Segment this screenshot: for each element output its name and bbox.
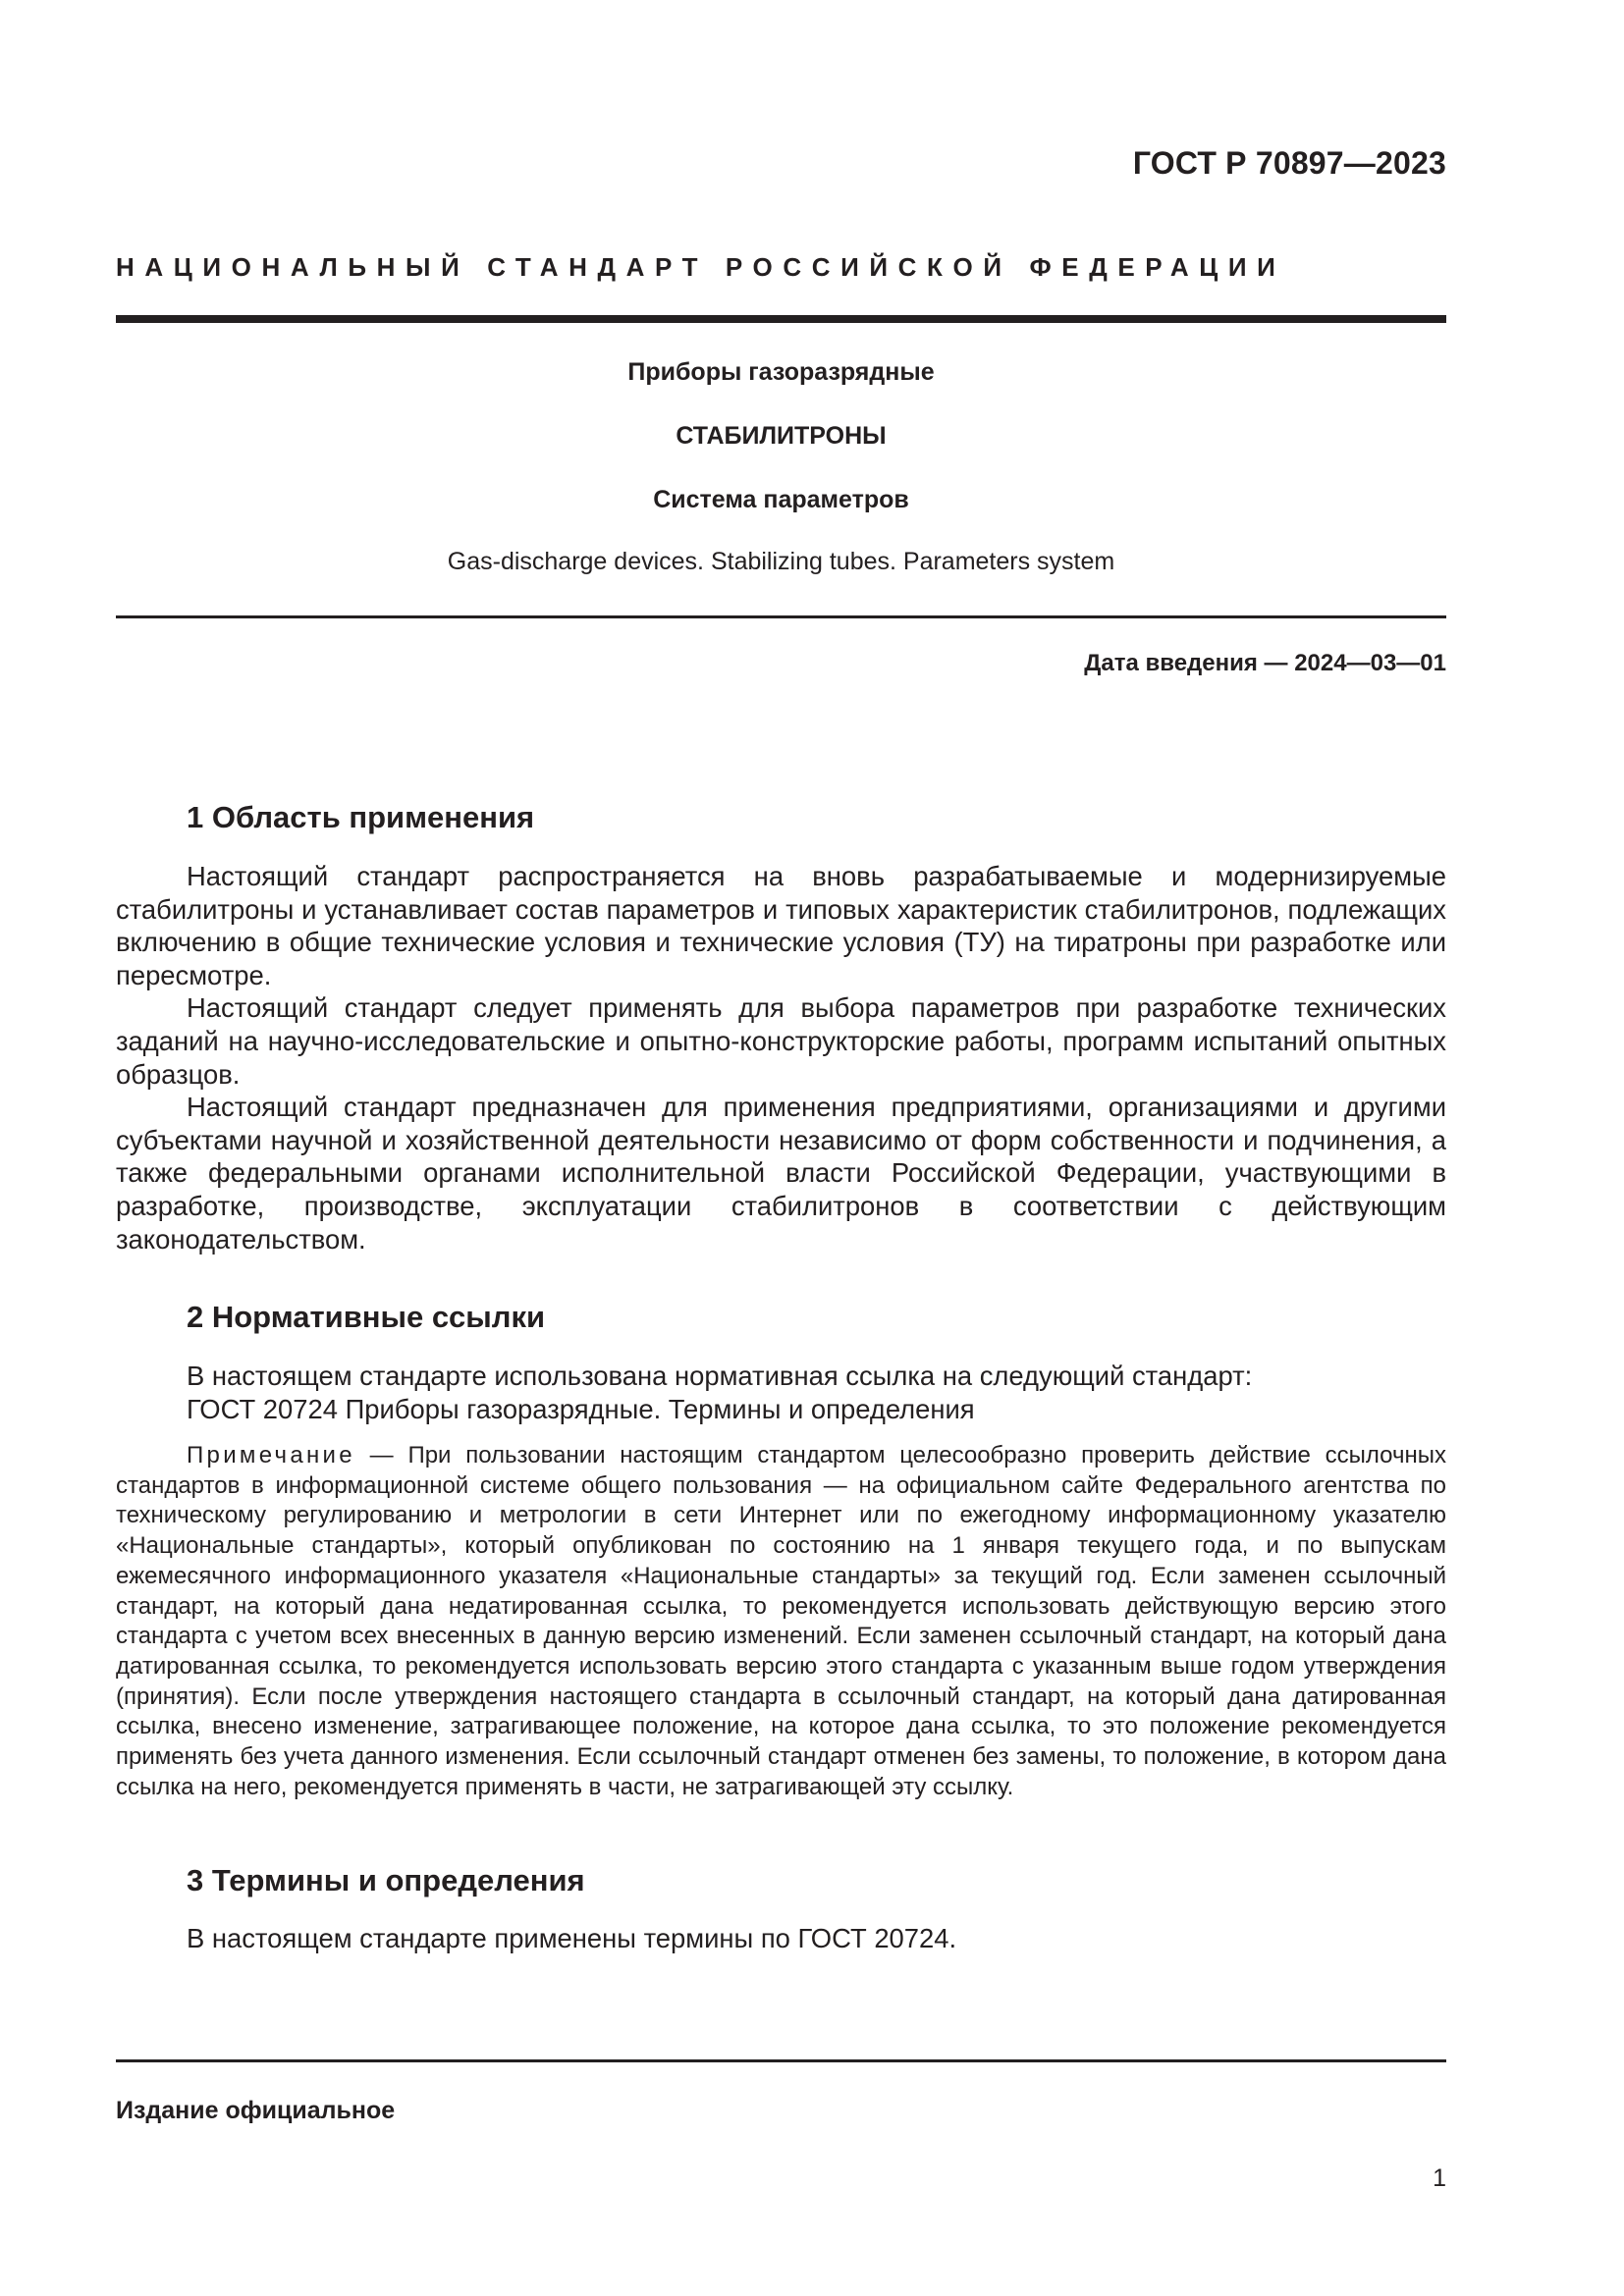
normative-reference: ГОСТ 20724 Приборы газоразрядные. Термины и определения: [187, 1394, 975, 1424]
section-3-heading: 3 Термины и определения: [187, 1863, 585, 1897]
section-3-paragraph-1: В настоящем стандарте применены термины по ГОСТ 20724.: [187, 1923, 957, 1953]
section-2-heading: 2 Нормативные ссылки: [187, 1300, 546, 1334]
title-line-3: Система параметров: [653, 486, 909, 513]
introduction-date: Дата введения — 2024—03—01: [1084, 650, 1446, 676]
note-text: — При пользовании настоящим стандартом целесообразно проверить действие ссылочных стандартов в информационной системе общего пользования — на официальном сайте Федерального агентства по техническому регулированию и метрологии в сети Интернет или по ежегодному информационному указателю «Национальные стандарты», который опубликован по состоянию на 1 января текущего года, и по выпускам ежемесячного информационного указателя «Национальные стандарты» за текущий год. Если заменен ссылочный стандарт, на который дана недатированная ссылка, то рекомендуется использовать действующую версию этого стандарта с учетом всех внесенных в данную версию изменений. Если заменен ссылочный стандарт, на который дана датированная ссылка, то рекомендуется использовать версию этого стандарта с указанным выше годом утверждения (принятия). Если после утверждения настоящего стандарта в ссылочный стандарт, на который дана датированная ссылка, внесено изменение, затрагивающее положение, на которое дана ссылка, то это положение рекомендуется применять без учета данного изменения. Если ссылочный стандарт отменен без замены, то положение, в котором дана ссылка на него, рекомендуется применять в части, не затрагивающей эту ссылку.: [116, 1442, 1446, 1800]
section-1-paragraph-1: Настоящий стандарт распространяется на вновь разрабатываемые и модернизируемые стабилитроны и устанавливает состав параметров и типовых характеристик стабилитронов, подлежащих включению в общие технические условия и технические условия (ТУ) на тиратроны при разработке или пересмотре.: [116, 861, 1446, 990]
title-line-2: СТАБИЛИТРОНЫ: [676, 422, 887, 450]
section-1-paragraph-3: Настоящий стандарт предназначен для применения предприятиями, организациями и другими субъектами научной и хозяйственной деятельности независимо от форм собственности и подчинения, а также федеральными органами исполнительной власти Российской Федерации, участвующими в разработке, производстве, эксплуатации стабилитронов в соответствии с действующим законодательством.: [116, 1092, 1446, 1255]
english-title: Gas-discharge devices. Stabilizing tubes. Parameters system: [447, 548, 1115, 575]
section-1-body: [116, 860, 1446, 1255]
title-line-1: Приборы газоразрядные: [627, 358, 935, 386]
page-number: 1: [1433, 2164, 1446, 2192]
official-edition-label: Издание официальное: [116, 2097, 396, 2124]
footer-rule: [116, 2059, 1446, 2062]
document-number: ГОСТ Р 70897—2023: [1132, 145, 1446, 181]
title-rule: [116, 615, 1446, 618]
header-rule: [116, 315, 1446, 323]
section-2-note: [116, 1441, 1446, 1802]
note-label: Примечание: [187, 1442, 355, 1468]
section-1-paragraph-2: Настоящий стандарт следует применять для выбора параметров при разработке технических заданий на научно-исследовательские и опытно-конструкторские работы, программ испытаний опытных образцов.: [116, 992, 1446, 1090]
section-1-heading: 1 Область применения: [187, 800, 535, 834]
national-standard-banner: НАЦИОНАЛЬНЫЙ СТАНДАРТ РОССИЙСКОЙ ФЕДЕРАЦИИ: [116, 252, 1286, 282]
section-2-paragraph-1: В настоящем стандарте использована нормативная ссылка на следующий стандарт:: [187, 1361, 1253, 1391]
